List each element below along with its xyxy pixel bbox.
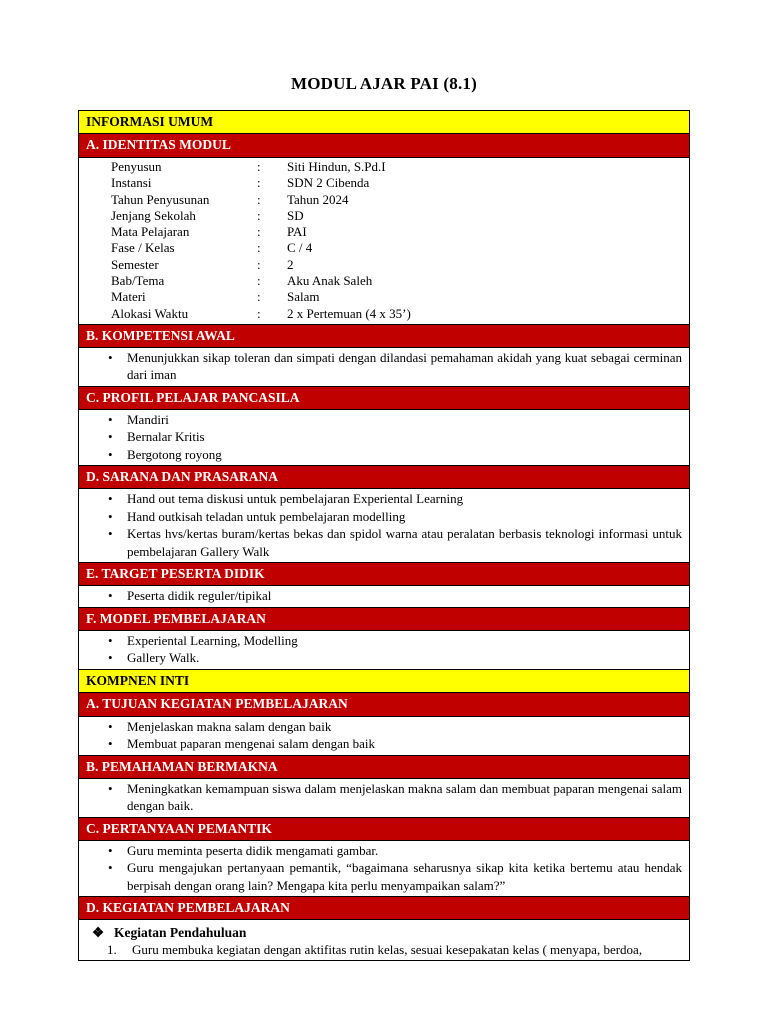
list-item (108, 842, 682, 860)
list-item (108, 428, 682, 446)
identitas-value: SDN 2 Cibenda (287, 175, 370, 191)
identitas-value: Aku Anak Saleh (287, 273, 373, 289)
list-item-text: Mandiri (127, 411, 169, 427)
model-pembelajaran-list (86, 632, 682, 667)
target-peserta-header: E. TARGET PESERTA DIDIK (79, 562, 689, 586)
list-item-text: Meningkatkan kemampuan siswa dalam menjelaskan makna salam dan membuat paparan mengenai salam dengan baik. (127, 780, 682, 814)
step-number: 1. (107, 942, 117, 958)
bullet-icon: • (108, 632, 113, 648)
bullet-icon: • (108, 446, 113, 462)
kegiatan-step (107, 941, 682, 958)
profil-pelajar-list (86, 411, 682, 464)
bullet-icon: • (108, 780, 113, 796)
list-item-text: Kertas hvs/kertas buram/kertas bekas dan spidol warna atau peralatan berbasis teknologi informasi untuk pembelajaran Gallery Walk (127, 526, 682, 559)
identitas-colon: : (257, 207, 261, 223)
target-peserta-section (79, 586, 689, 607)
identitas-value: SD (287, 207, 304, 223)
bullet-icon: • (108, 411, 113, 427)
list-item-text: Guru mengajukan pertanyaan pemantik, “bagaimana seharusnya sikap kita ketika bertemu atau hendak berpisah dengan orang lain? Mengapa kita perlu menyampaikan salam?” (127, 860, 682, 893)
list-item-text: Gallery Walk. (127, 650, 200, 666)
list-item-text: Bernalar Kritis (127, 429, 205, 445)
bullet-icon: • (108, 491, 113, 507)
pertanyaan-pemantik-header: C. PERTANYAAN PEMANTIK (79, 817, 689, 841)
bullet-icon: • (108, 508, 113, 524)
list-item (108, 446, 682, 464)
identitas-colon: : (257, 191, 261, 207)
identitas-key: Materi (111, 289, 146, 305)
pemahaman-bermakna-list (86, 780, 682, 815)
list-item-text: Guru meminta peserta didik mengamati gambar. (127, 842, 379, 858)
diamond-bullet-icon: ❖ (92, 925, 105, 941)
identitas-value: PAI (287, 224, 307, 240)
list-item-text: Hand outkisah teladan untuk pembelajaran modelling (127, 508, 406, 524)
identitas-key: Mata Pelajaran (111, 224, 190, 240)
identitas-colon: : (257, 273, 261, 289)
identitas-colon: : (257, 159, 261, 174)
list-item (108, 735, 682, 753)
bullet-icon: • (108, 526, 113, 542)
list-item (108, 632, 682, 650)
list-item (108, 649, 682, 667)
kompetensi-awal-header: B. KOMPETENSI AWAL (79, 324, 689, 348)
list-item (108, 525, 682, 560)
identitas-value: Tahun 2024 (287, 191, 349, 207)
kompetensi-awal-list (86, 349, 682, 384)
page-title: MODUL AJAR PAI (8.1) (291, 74, 477, 93)
bullet-icon: • (108, 650, 113, 666)
list-item (108, 490, 682, 508)
identitas-modul-section (79, 158, 689, 324)
identitas-colon: : (257, 305, 261, 321)
identitas-colon: : (257, 175, 261, 191)
list-item-text: Menjelaskan makna salam dengan baik (127, 718, 332, 734)
identitas-key: Instansi (111, 175, 152, 191)
list-item-text: Hand out tema diskusi untuk pembelajaran Experiental Learning (127, 491, 464, 507)
list-item-text: Membuat paparan mengenai salam dengan baik (127, 736, 375, 752)
list-item (108, 349, 682, 384)
identitas-table (86, 159, 682, 322)
tujuan-kegiatan-header: A. TUJUAN KEGIATAN PEMBELAJARAN (79, 693, 689, 717)
profil-pelajar-header: C. PROFIL PELAJAR PANCASILA (79, 386, 689, 410)
komponen-inti-header: KOMPNEN INTI (79, 669, 689, 693)
bullet-icon: • (108, 842, 113, 858)
identitas-key: Semester (111, 256, 159, 272)
kegiatan-pembelajaran-header: D. KEGIATAN PEMBELAJARAN (79, 896, 689, 920)
list-item-text: Experiental Learning, Modelling (127, 632, 298, 648)
bullet-icon: • (108, 860, 113, 876)
kegiatan-pembelajaran-section (79, 920, 689, 961)
identitas-colon: : (257, 256, 261, 272)
sarana-prasarana-list (86, 490, 682, 560)
identitas-value: 2 x Pertemuan (4 x 35’) (287, 305, 411, 321)
list-item (108, 508, 682, 526)
kegiatan-pendahuluan-heading (86, 924, 682, 941)
kompetensi-awal-section (79, 348, 689, 386)
list-item (108, 411, 682, 429)
pertanyaan-pemantik-section (79, 841, 689, 897)
model-pembelajaran-section (79, 631, 689, 669)
module-document (78, 110, 690, 961)
identitas-colon: : (257, 224, 261, 240)
identitas-key: Tahun Penyusunan (111, 191, 210, 207)
identitas-modul-header: A. IDENTITAS MODUL (79, 134, 689, 158)
tujuan-kegiatan-list (86, 718, 682, 753)
identitas-key: Alokasi Waktu (111, 305, 189, 321)
bullet-icon: • (108, 588, 113, 604)
kegiatan-steps-list (86, 941, 682, 958)
identitas-key: Fase / Kelas (111, 240, 175, 256)
identitas-value: 2 (287, 256, 294, 272)
bullet-icon: • (108, 349, 113, 365)
bullet-icon: • (108, 429, 113, 445)
identitas-colon: : (257, 240, 261, 256)
identitas-key: Jenjang Sekolah (111, 207, 196, 223)
pemahaman-bermakna-header: B. PEMAHAMAN BERMAKNA (79, 755, 689, 779)
bullet-icon: • (108, 718, 113, 734)
identitas-key: Penyusun (111, 159, 162, 174)
identitas-value: Siti Hindun, S.Pd.I (287, 159, 386, 174)
informasi-umum-header: INFORMASI UMUM (79, 110, 689, 134)
list-item-text: Bergotong royong (127, 446, 222, 462)
sarana-prasarana-section (79, 489, 689, 562)
tujuan-kegiatan-section (79, 717, 689, 755)
list-item (108, 587, 682, 605)
model-pembelajaran-header: F. MODEL PEMBELAJARAN (79, 607, 689, 631)
list-item (108, 859, 682, 894)
kegiatan-pendahuluan-label: Kegiatan Pendahuluan (114, 925, 247, 941)
bullet-icon: • (108, 736, 113, 752)
identitas-key: Bab/Tema (111, 273, 165, 289)
identitas-value: C / 4 (287, 240, 313, 256)
identitas-value: Salam (287, 289, 320, 305)
identitas-colon: : (257, 289, 261, 305)
step-text: Guru membuka kegiatan dengan aktifitas rutin kelas, sesuai kesepakatan kelas ( menyapa, berdoa, (132, 942, 643, 958)
pertanyaan-pemantik-list (86, 842, 682, 895)
list-item-text: Peserta didik reguler/tipikal (127, 588, 272, 604)
list-item (108, 780, 682, 815)
pemahaman-bermakna-section (79, 779, 689, 817)
target-peserta-list (86, 587, 682, 605)
profil-pelajar-section (79, 410, 689, 466)
sarana-prasarana-header: D. SARANA DAN PRASARANA (79, 465, 689, 489)
list-item-text: Menunjukkan sikap toleran dan simpati dengan dilandasi pemahaman akidah yang kuat sebagai cerminan dari iman (127, 349, 682, 383)
list-item (108, 718, 682, 736)
